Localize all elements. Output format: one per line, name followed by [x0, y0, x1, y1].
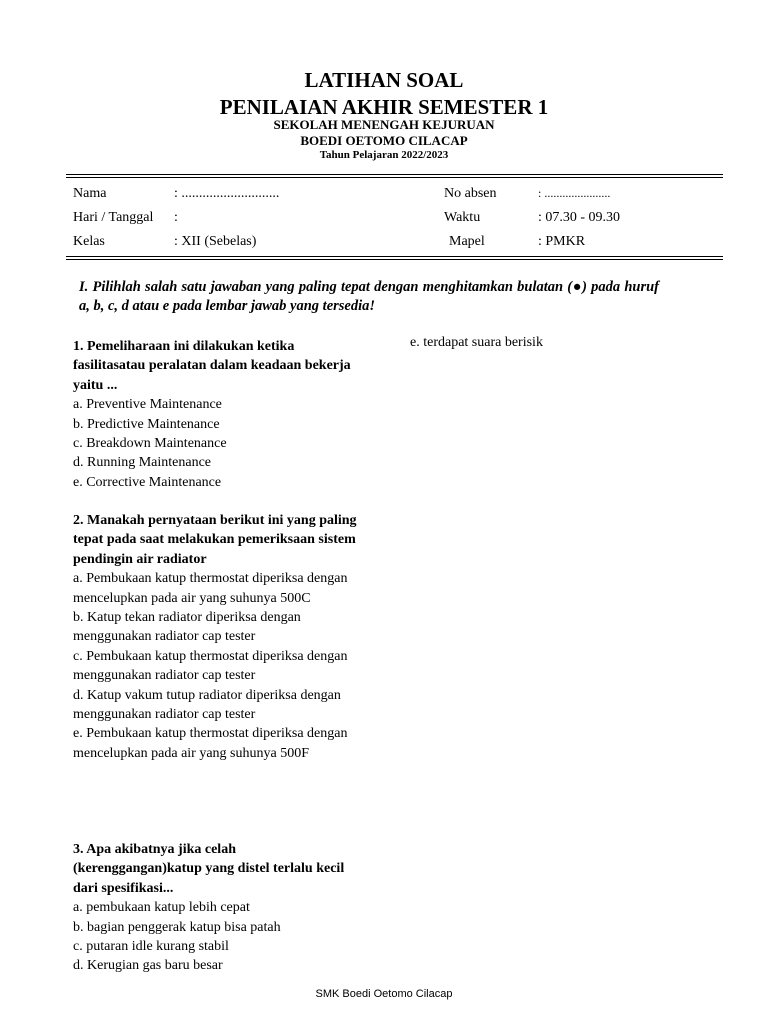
option-1c: c. Breakdown Maintenance — [73, 436, 227, 452]
option-3e: e. terdapat suara berisik — [410, 335, 543, 350]
option-2c: c. Pembukaan katup thermostat diperiksa dengan menggunakan radiator cap tester — [73, 648, 348, 684]
absen-label: No absen — [444, 186, 497, 201]
option-1e: e. Corrective Maintenance — [73, 474, 222, 490]
option-3b: b. bagian penggerak katup bisa patah — [73, 919, 281, 935]
header-divider-thick-1 — [66, 174, 723, 175]
exam-title: PENILAIAN AKHIR SEMESTER 1 — [219, 95, 549, 119]
waktu-value: : 07.30 - 09.30 — [538, 210, 621, 225]
option-1b: b. Predictive Maintenance — [73, 416, 220, 432]
info-divider-1 — [66, 256, 723, 257]
option-2a: a. Pembukaan katup thermostat diperiksa dengan mencelupkan pada air yang suhunya 500C — [73, 571, 348, 606]
page-title: LATIHAN SOAL — [304, 68, 464, 92]
kelas-value: : XII (Sebelas) — [174, 234, 257, 249]
school-type: SEKOLAH MENENGAH KEJURUAN — [273, 117, 495, 132]
nama-label: Nama — [73, 186, 107, 201]
hari-value: : — [174, 210, 178, 225]
page-footer: SMK Boedi Oetomo Cilacap — [315, 988, 453, 1000]
absen-value: : ...................... — [538, 186, 611, 200]
option-1d: d. Running Maintenance — [73, 455, 212, 471]
question-block-3 — [73, 840, 363, 976]
question-2-text: 2. Manakah pernyataan berikut ini yang paling tepat pada saat melakukan pemeriksaan sistem pendingin air radiator — [73, 513, 357, 567]
mapel-label: Mapel — [449, 234, 485, 249]
question-block-1 — [73, 337, 363, 492]
option-1a: a. Preventive Maintenance — [73, 397, 222, 413]
info-divider-2 — [66, 259, 723, 260]
instruction-text: I. Pilihlah salah satu jawaban yang paling tepat dengan menghitamkan bulatan (●) pada huruf a, b, c, d atau e pada lembar jawab yang tersedia! — [79, 279, 659, 314]
hari-label: Hari / Tanggal — [73, 210, 154, 225]
option-3d: d. Kerugian gas baru besar — [73, 958, 223, 974]
school-name: BOEDI OETOMO CILACAP — [300, 133, 468, 148]
nama-value: : ............................ — [174, 186, 280, 201]
academic-year: Tahun Pelajaran 2022/2023 — [319, 149, 449, 161]
question-block-2 — [73, 511, 363, 763]
question-3-text: 3. Apa akibatnya jika celah (kerenggangan)katup yang distel terlalu kecil dari spesifikasi... — [73, 842, 345, 896]
option-2d: d. Katup vakum tutup radiator diperiksa dengan menggunakan radiator cap tester — [73, 687, 341, 723]
option-2e: e. Pembukaan katup thermostat diperiksa dengan mencelupkan pada air yang suhunya 500F — [73, 726, 348, 761]
mapel-value: : PMKR — [538, 234, 586, 249]
question-1-text: 1. Pemeliharaan ini dilakukan ketika fasilitasatau peralatan dalam keadaan bekerja yaitu ... — [73, 339, 351, 393]
kelas-label: Kelas — [73, 234, 105, 249]
waktu-label: Waktu — [444, 210, 481, 225]
option-3c: c. putaran idle kurang stabil — [73, 939, 229, 955]
header-divider-thick-2 — [66, 177, 723, 178]
option-2b: b. Katup tekan radiator diperiksa dengan menggunakan radiator cap tester — [73, 610, 301, 645]
option-3a: a. pembukaan katup lebih cepat — [73, 900, 250, 916]
